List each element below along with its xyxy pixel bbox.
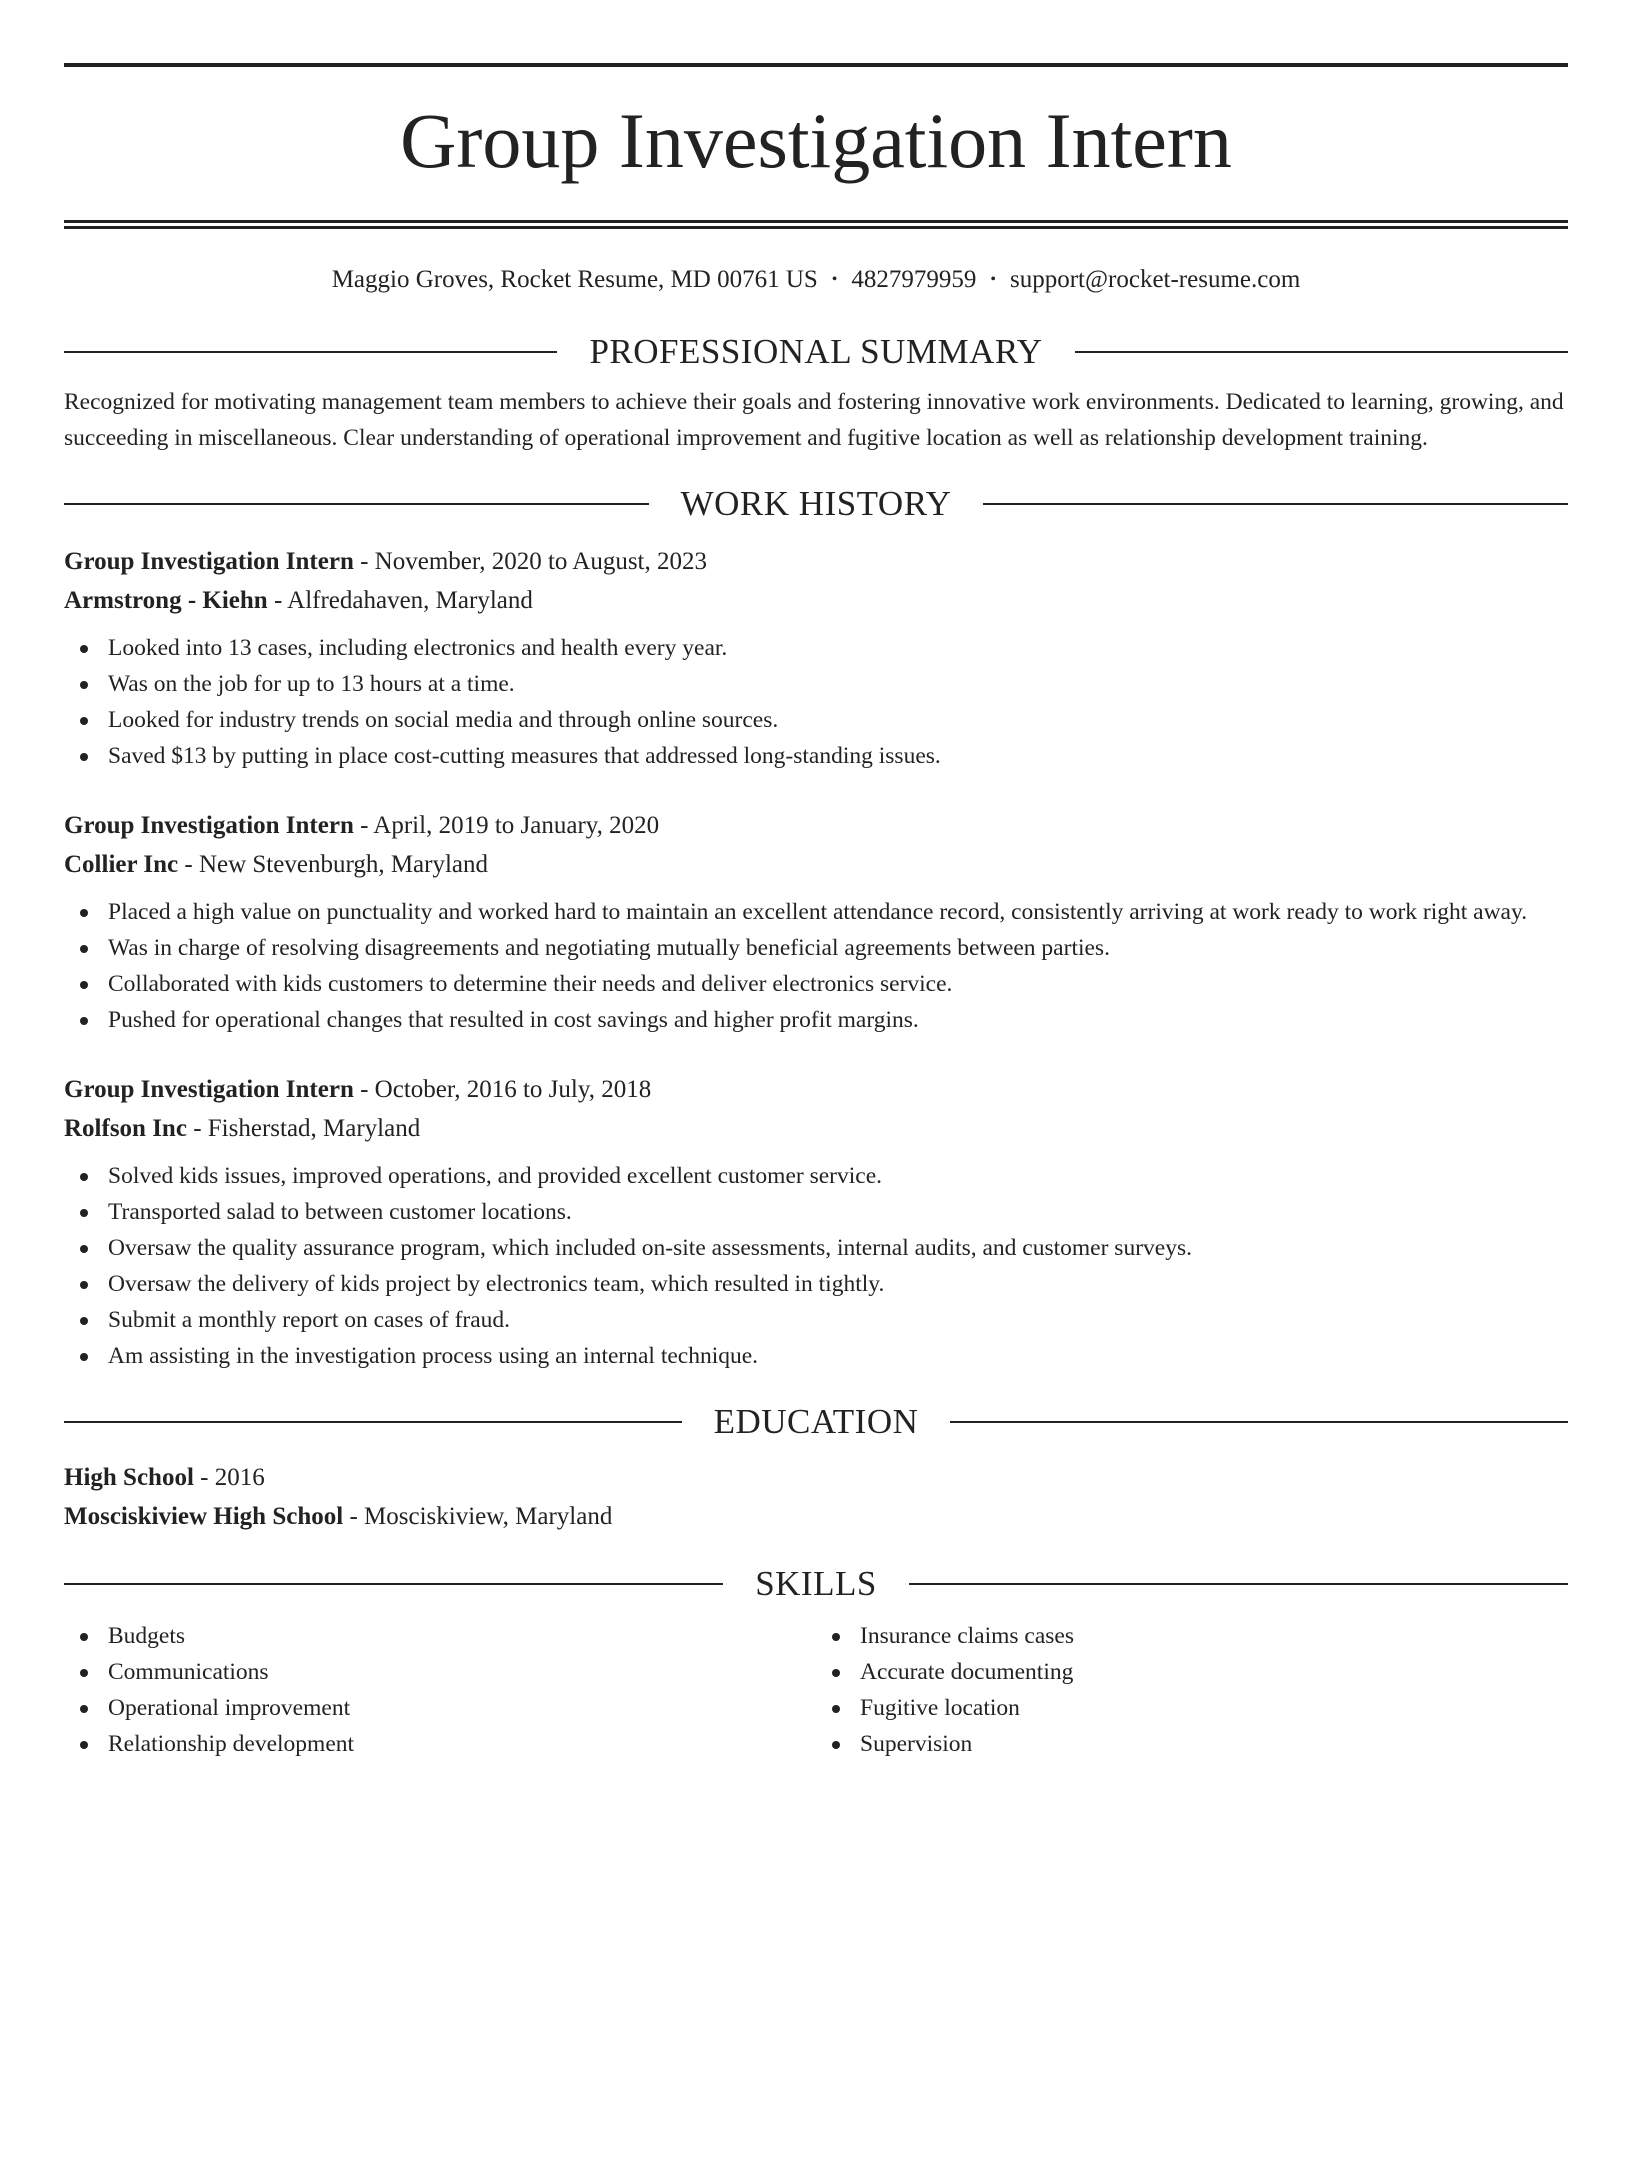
summary-text: Recognized for motivating management team members to achieve their goals and fostering innovative work environments. Dedicated to learning, growing, and succeeding in miscellaneous. Clear understanding of operational improvement and fugitive location as well as relationship development training. <box>64 389 1564 451</box>
heading-rule-right <box>983 503 1568 505</box>
list-item: Transported salad to between customer locations. <box>64 1194 1568 1230</box>
job-entry <box>64 542 1568 774</box>
list-item: Pushed for operational changes that resulted in cost savings and higher profit margins. <box>64 1002 1568 1038</box>
list-item: Oversaw the quality assurance program, which included on-site assessments, internal audits, and customer surveys. <box>64 1230 1568 1266</box>
skills-list-left <box>64 1618 816 1762</box>
job-company-line <box>64 845 1568 884</box>
job-dates: - April, 2019 to January, 2020 <box>353 811 660 839</box>
contact-address: Maggio Groves, Rocket Resume, MD 00761 US <box>331 266 818 293</box>
education-degree-line <box>64 1458 1568 1497</box>
job-company: Rolfson Inc <box>64 1114 187 1142</box>
job-company-line <box>64 581 1568 620</box>
education-school: Mosciskiview High School <box>64 1502 344 1530</box>
heading-rule-right <box>950 1421 1568 1423</box>
summary-heading-label: PROFESSIONAL SUMMARY <box>589 332 1043 371</box>
summary-section-heading <box>64 328 1568 376</box>
heading-rule-left <box>64 1421 682 1423</box>
top-divider <box>64 63 1568 67</box>
education-section-heading <box>64 1398 1568 1446</box>
list-item: Looked into 13 cases, including electronics and health every year. <box>64 630 1568 666</box>
job-title-line <box>64 542 1568 581</box>
skill-item: Supervision <box>816 1726 1568 1762</box>
skills-section-heading <box>64 1560 1568 1608</box>
job-dates: - October, 2016 to July, 2018 <box>353 1075 652 1103</box>
job-location: - Fisherstad, Maryland <box>186 1114 421 1142</box>
job-company: Armstrong - Kiehn <box>64 586 268 614</box>
skills-list-right <box>816 1618 1568 1762</box>
resume-page <box>0 63 1632 2175</box>
job-company-line <box>64 1109 1568 1148</box>
job-bullets <box>64 1158 1568 1374</box>
list-item: Placed a high value on punctuality and worked hard to maintain an excellent attendance record, consistently arriving at work ready to work right away. <box>64 894 1568 930</box>
job-title: Group Investigation Intern <box>64 1075 354 1103</box>
job-title: Group Investigation Intern <box>64 811 354 839</box>
work-section-heading <box>64 480 1568 528</box>
list-item: Solved kids issues, improved operations, and provided excellent customer service. <box>64 1158 1568 1194</box>
title-double-divider <box>64 220 1568 229</box>
list-item: Was on the job for up to 13 hours at a time. <box>64 666 1568 702</box>
skills-columns <box>64 1618 1568 1762</box>
job-bullets <box>64 894 1568 1038</box>
contact-email[interactable]: support@rocket-resume.com <box>1010 266 1301 293</box>
job-title-line <box>64 806 1568 845</box>
contact-line <box>64 264 1568 296</box>
list-item: Am assisting in the investigation process using an internal technique. <box>64 1338 1568 1374</box>
job-location: - Alfredahaven, Maryland <box>267 586 533 614</box>
list-item: Was in charge of resolving disagreements and negotiating mutually beneficial agreements between parties. <box>64 930 1568 966</box>
work-heading-label: WORK HISTORY <box>680 483 952 523</box>
skill-item: Communications <box>64 1654 816 1690</box>
contact-phone[interactable]: 4827979959 <box>851 266 977 293</box>
education-entry <box>64 1458 1568 1536</box>
list-item: Oversaw the delivery of kids project by electronics team, which resulted in tightly. <box>64 1266 1568 1302</box>
resume-title: Group Investigation Intern <box>400 97 1232 184</box>
heading-rule-left <box>64 351 557 353</box>
contact-separator: • <box>990 271 996 288</box>
skill-item: Accurate documenting <box>816 1654 1568 1690</box>
job-company: Collier Inc <box>64 850 179 878</box>
skill-item: Insurance claims cases <box>816 1618 1568 1654</box>
list-item: Collaborated with kids customers to determine their needs and deliver electronics service. <box>64 966 1568 1002</box>
list-item: Submit a monthly report on cases of fraud. <box>64 1302 1568 1338</box>
skill-item: Fugitive location <box>816 1690 1568 1726</box>
job-entry <box>64 806 1568 1038</box>
skill-item: Relationship development <box>64 1726 816 1762</box>
job-bullets <box>64 630 1568 774</box>
job-title: Group Investigation Intern <box>64 547 354 575</box>
skills-heading-label: SKILLS <box>755 1563 877 1603</box>
education-school-line <box>64 1497 1568 1536</box>
job-title-line <box>64 1070 1568 1109</box>
skill-item: Budgets <box>64 1618 816 1654</box>
heading-rule-right <box>909 1583 1568 1585</box>
job-entry <box>64 1070 1568 1374</box>
education-location: - Mosciskiview, Maryland <box>343 1502 613 1530</box>
heading-rule-left <box>64 503 649 505</box>
job-dates: - November, 2020 to August, 2023 <box>353 547 707 575</box>
list-item: Looked for industry trends on social media and through online sources. <box>64 702 1568 738</box>
contact-separator: • <box>831 271 838 288</box>
skill-item: Operational improvement <box>64 1690 816 1726</box>
education-degree: High School <box>64 1463 194 1491</box>
list-item: Saved $13 by putting in place cost-cutting measures that addressed long-standing issues. <box>64 738 1568 774</box>
heading-rule-left <box>64 1583 723 1585</box>
education-heading-label: EDUCATION <box>713 1401 919 1441</box>
education-year: - 2016 <box>193 1463 265 1491</box>
heading-rule-right <box>1075 351 1568 353</box>
job-location: - New Stevenburgh, Maryland <box>178 850 489 878</box>
